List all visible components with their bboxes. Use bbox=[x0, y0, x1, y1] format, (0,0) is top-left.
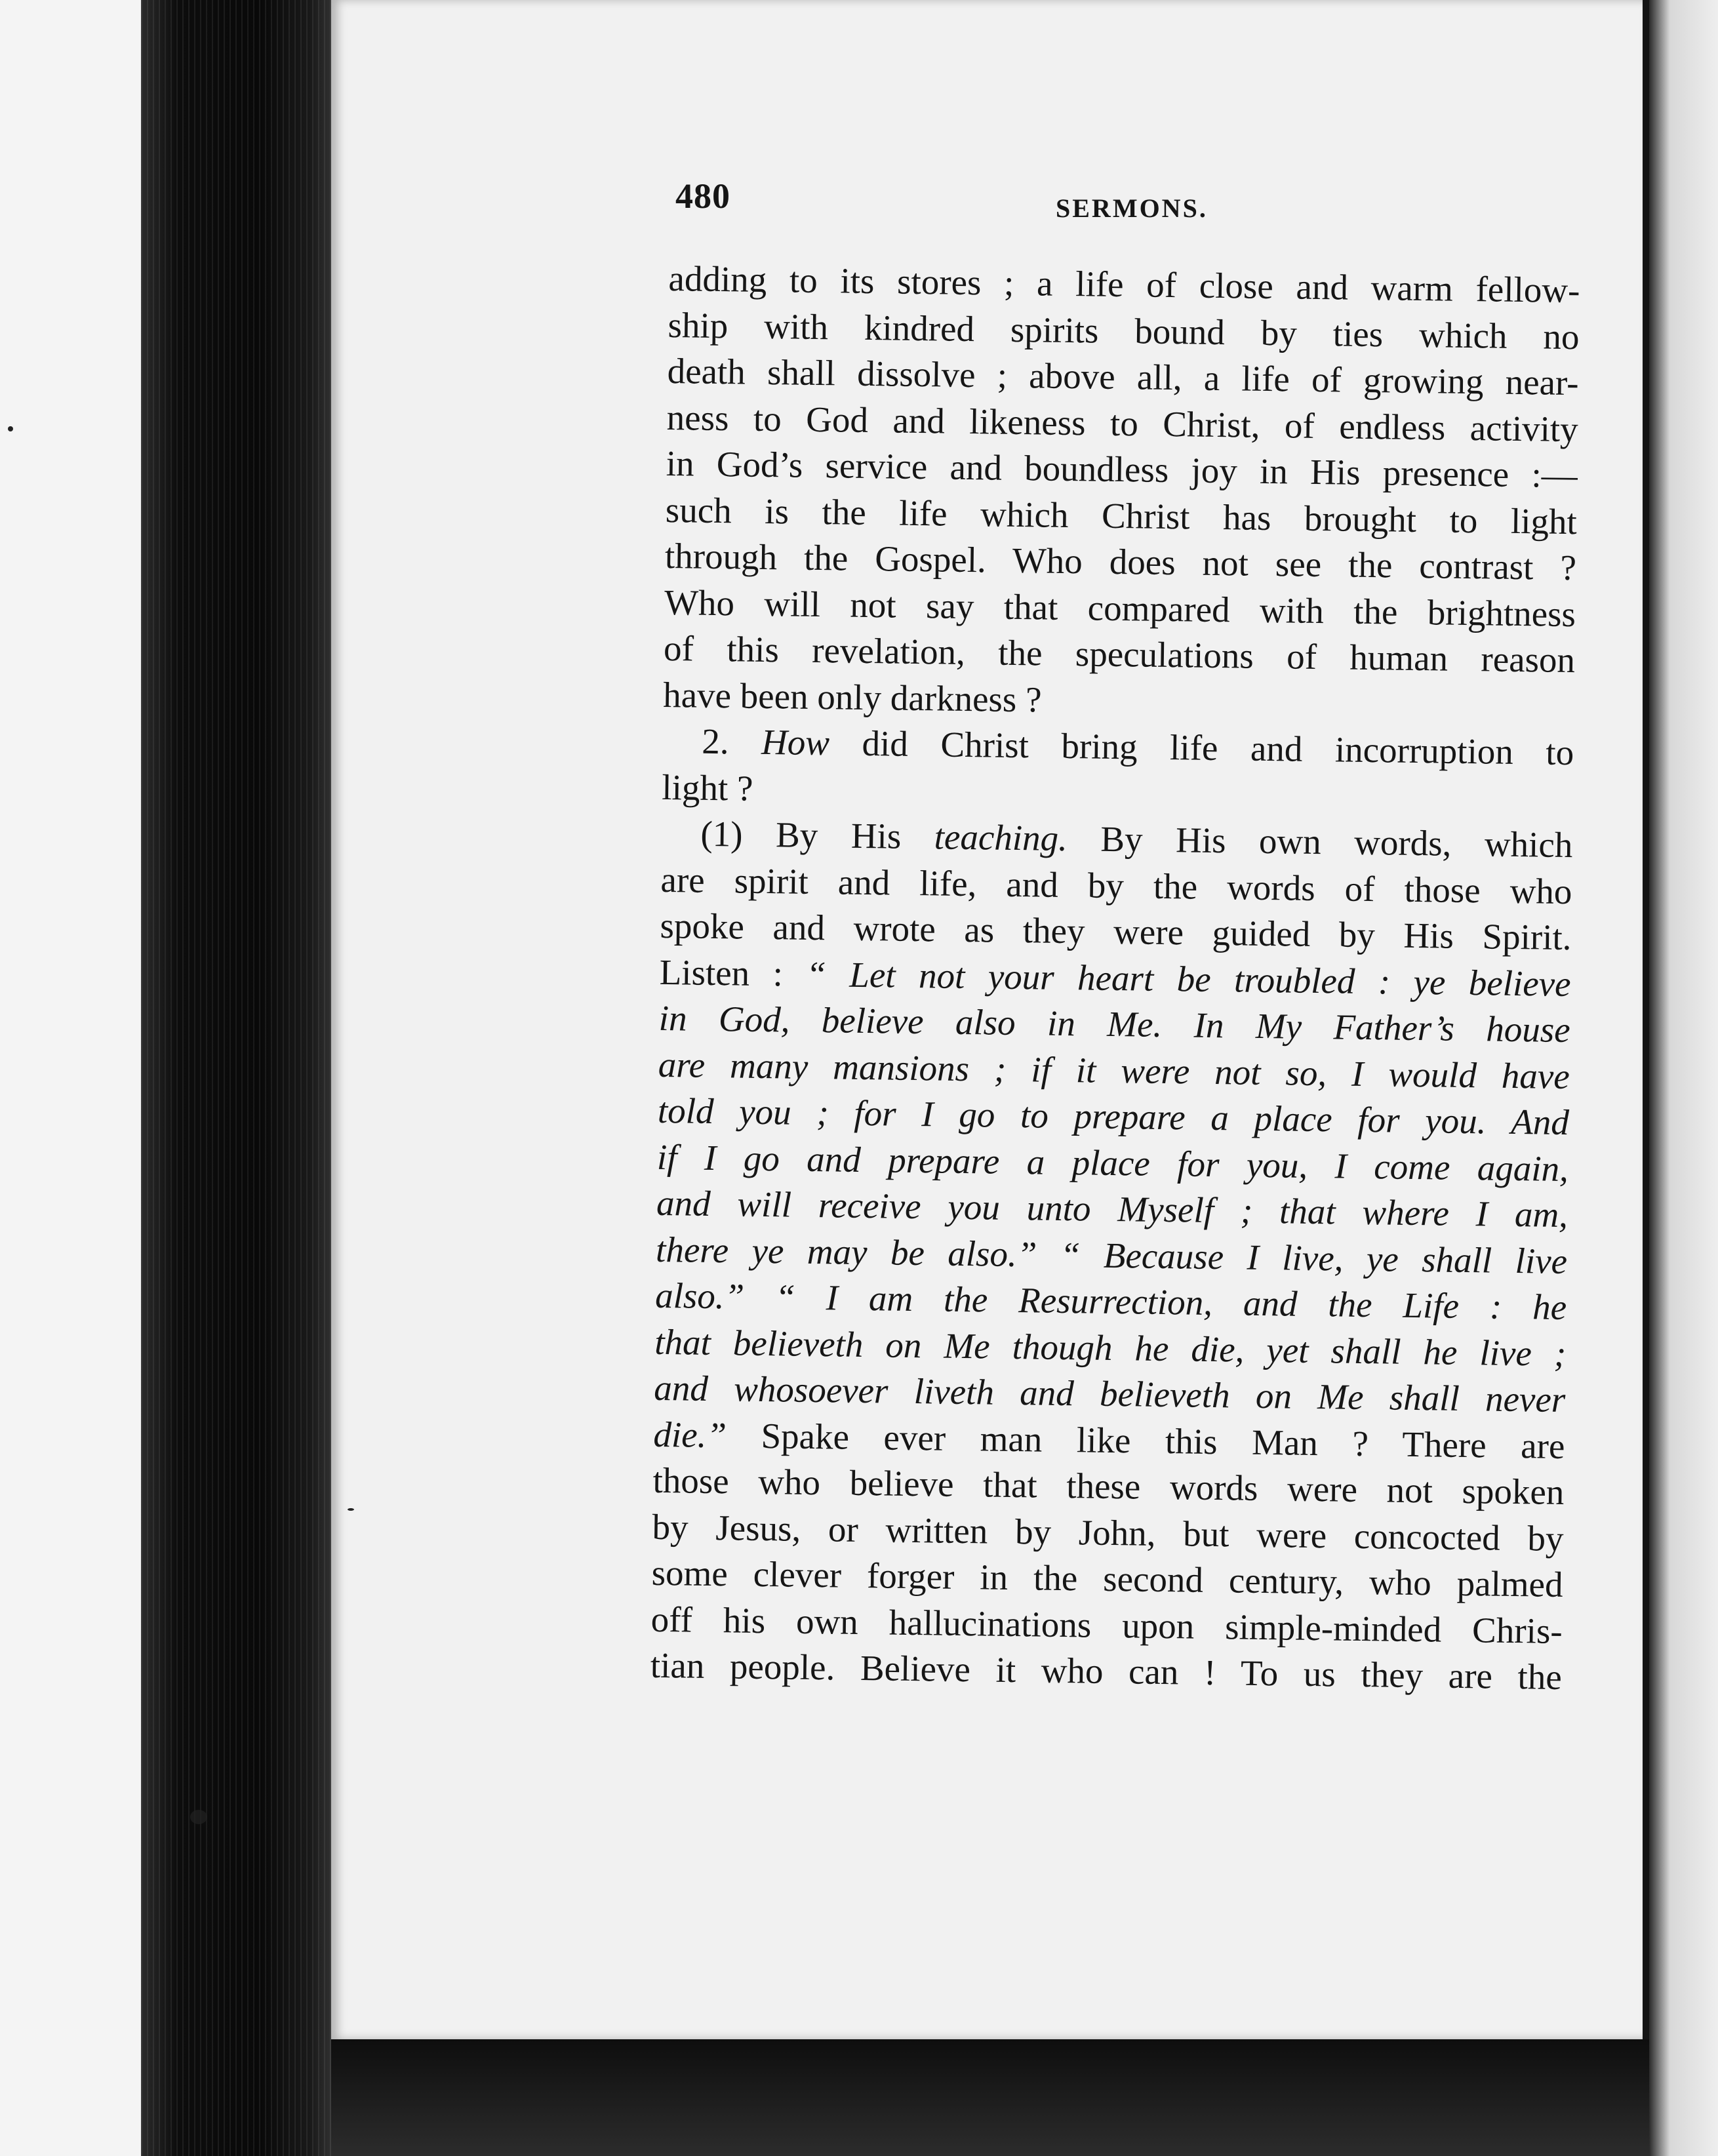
text-line: those who believe that these words were not spoken bbox=[652, 1460, 1565, 1513]
text-line: tian people. Believe it who can ! To us they are the bbox=[650, 1645, 1563, 1698]
book-binding-shadow bbox=[141, 0, 341, 2156]
text-line: through the Gospel. Who does not see the contrast ? bbox=[664, 535, 1577, 588]
text-line: of this revelation, the speculations of human reason bbox=[663, 628, 1576, 681]
page-bottom-shadow bbox=[331, 2039, 1649, 2156]
text-line: are spirit and life, and by the words of those who bbox=[660, 859, 1572, 911]
text-line: by Jesus, or written by John, but were concocted by bbox=[652, 1506, 1564, 1559]
quoted-scripture-line: in God, believe also in Me. In My Father’s house bbox=[658, 997, 1571, 1050]
text-line: off his own hallucinations upon simple-minded Chris- bbox=[650, 1599, 1563, 1651]
text-fragment: By His own words, which bbox=[1100, 818, 1573, 866]
text-line: ship with kindred spirits bound by ties which no bbox=[668, 304, 1580, 357]
text-fragment: Listen : bbox=[659, 951, 784, 993]
quoted-scripture: die.” bbox=[653, 1414, 727, 1455]
page-header bbox=[675, 176, 1220, 235]
quoted-scripture-line: and whosoever liveth and believeth on Me shall never bbox=[654, 1367, 1566, 1420]
text-line: adding to its stores ; a life of close and warm fellow- bbox=[668, 258, 1580, 311]
text-fragment: did Christ bring life and incorruption to bbox=[862, 723, 1574, 773]
speck-mark bbox=[190, 1810, 207, 1824]
text-line: light ? bbox=[661, 767, 753, 808]
quoted-scripture: “ Let not your heart be troubled : ye believe bbox=[805, 953, 1571, 1004]
text-line: spoke and wrote as they were guided by His Spirit. bbox=[660, 905, 1572, 958]
text-fragment: Spake ever man like this Man ? There are bbox=[761, 1415, 1565, 1466]
quoted-scripture-line: also.” “ I am the Resurrection, and the Life : he bbox=[654, 1275, 1567, 1328]
text-line: Who will not say that compared with the brightness bbox=[664, 582, 1576, 634]
quoted-scripture-line: told you ; for I go to prepare a place for you. And bbox=[657, 1090, 1570, 1143]
right-page-edge bbox=[1649, 0, 1718, 2156]
quoted-scripture-line: that believeth on Me though he die, yet shall he live ; bbox=[654, 1321, 1567, 1374]
paragraph-number: 2. bbox=[701, 721, 729, 762]
body-text bbox=[650, 256, 1580, 1701]
quoted-scripture-line: and will receive you unto Myself ; that where I am, bbox=[656, 1182, 1568, 1235]
text-line: have been only darkness ? bbox=[662, 674, 1042, 719]
italic-word: teaching. bbox=[934, 816, 1068, 859]
italic-word: How bbox=[761, 721, 830, 763]
quoted-scripture-line: if I go and prepare a place for you, I come again, bbox=[656, 1136, 1569, 1189]
text-line: ness to God and likeness to Christ, of endless activity bbox=[666, 397, 1579, 449]
text-fragment: (1) By His bbox=[700, 813, 902, 856]
text-line: such is the life which Christ has brought to light bbox=[665, 489, 1578, 542]
speck-mark bbox=[8, 426, 13, 431]
running-head: SERMONS. bbox=[1056, 193, 1208, 223]
quoted-scripture-line: are many mansions ; if it were not so, I would have bbox=[658, 1044, 1570, 1096]
left-margin bbox=[0, 0, 141, 2156]
page-number: 480 bbox=[675, 176, 730, 216]
text-line: some clever forger in the second century, who palmed bbox=[651, 1552, 1563, 1605]
text-line: death shall dissolve ; above all, a life of growing near- bbox=[667, 350, 1579, 403]
quoted-scripture-line: there ye may be also.” “ Because I live, ye shall live bbox=[655, 1229, 1568, 1281]
speck-mark bbox=[348, 1508, 354, 1511]
text-line: in God’s service and boundless joy in His presence :— bbox=[666, 443, 1578, 496]
